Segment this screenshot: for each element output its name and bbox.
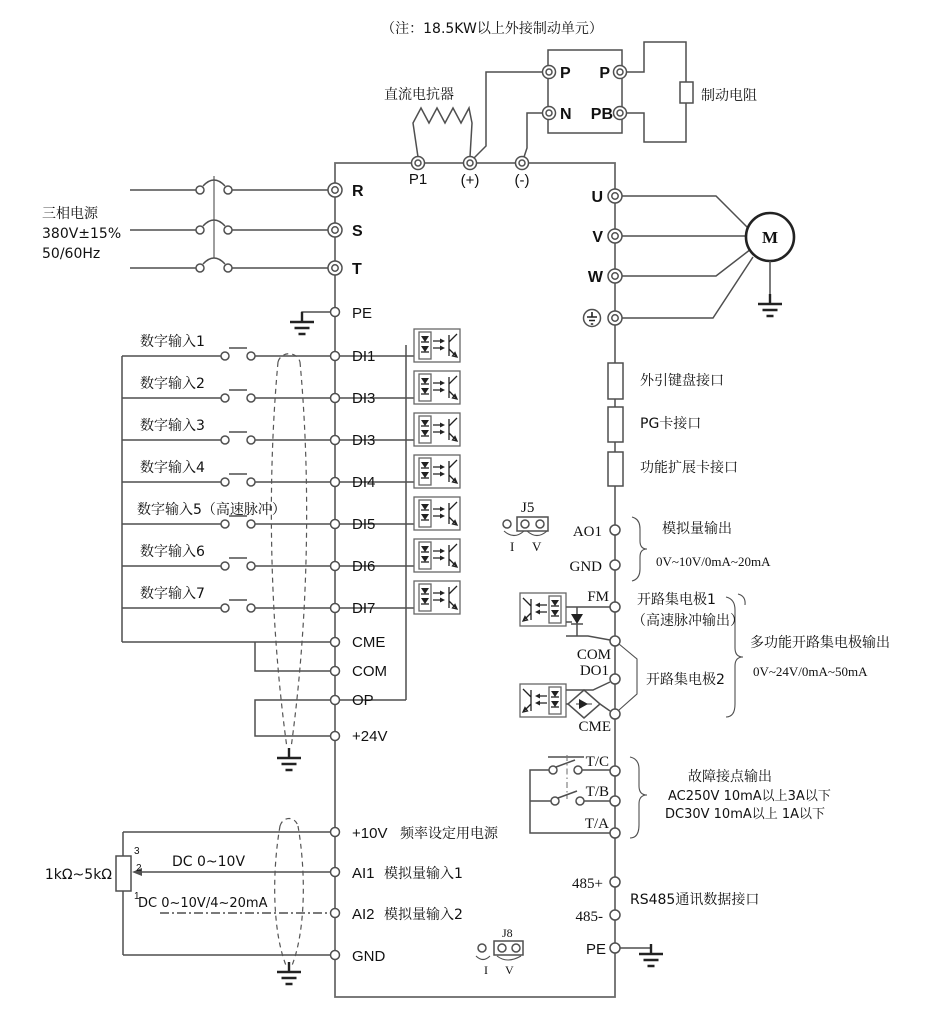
terminal-label-do1: DO1 xyxy=(579,663,609,679)
terminal-label-tb: T/B xyxy=(585,784,609,800)
terminal-label-ta: T/A xyxy=(584,816,609,832)
terminal-di-row6: DI6 xyxy=(352,558,376,575)
expansion-card-label: 功能扩展卡接口 xyxy=(640,460,738,476)
label-ai2-desc: 模拟量输入2 xyxy=(384,907,463,923)
brake-resistor-symbol xyxy=(680,82,693,103)
j5-i-label: I xyxy=(510,539,515,554)
terminal-di-row7: DI7 xyxy=(352,600,376,617)
digital-input-label-5: 数字输入5（高速脉冲） xyxy=(137,502,286,518)
terminal-label-t: T xyxy=(352,261,362,278)
terminal-label-gnd-right: GND xyxy=(569,559,602,575)
earth-terminal-symbol xyxy=(584,310,601,327)
oc2-label: 开路集电极2 xyxy=(646,672,725,688)
analog-output-brace xyxy=(632,517,647,581)
j8-jumper xyxy=(476,941,523,960)
expansion-card-connector xyxy=(608,452,623,486)
oc1-bracket xyxy=(738,594,745,605)
analog-output-title: 模拟量输出 xyxy=(662,521,732,537)
do1-output-circuit xyxy=(520,682,610,718)
terminal-label-v: V xyxy=(592,229,603,246)
multi-oc-title: 多功能开路集电极输出 xyxy=(750,635,890,651)
terminal-label-cme-right: CME xyxy=(578,719,611,735)
analog-shield-ellipse xyxy=(275,819,304,969)
digital-input-label-7: 数字输入7 xyxy=(140,586,205,602)
dc-reactor-symbol xyxy=(413,108,472,157)
digital-input-label-1: 数字输入1 xyxy=(140,334,205,350)
dc-reactor-label: 直流电抗器 xyxy=(384,87,454,103)
motor-ground-symbol xyxy=(758,294,782,316)
terminal-label-ao1: AO1 xyxy=(572,524,602,540)
fm-diode xyxy=(571,614,583,624)
rs485-title: RS485通讯数据接口 xyxy=(630,892,760,908)
brake-resistor-label: 制动电阻 xyxy=(701,88,757,104)
interface-connectors xyxy=(608,363,623,486)
terminal-di-row4: DI4 xyxy=(352,474,376,491)
terminal-label-24v: +24V xyxy=(352,728,388,745)
keypad-interface-connector xyxy=(608,363,623,399)
terminal-label-u: U xyxy=(591,189,603,206)
supply-frequency: 50/60Hz xyxy=(42,246,101,262)
terminal-label-fm: FM xyxy=(587,589,609,605)
terminal-label-pb: PB xyxy=(590,106,613,123)
terminal-label-ai2: AI2 xyxy=(352,906,375,923)
supply-wires xyxy=(130,176,330,334)
terminal-di-row1: DI1 xyxy=(352,348,376,365)
terminal-label-485n: 485- xyxy=(575,909,603,925)
terminal-label-s: S xyxy=(352,223,363,240)
analog-output-range: 0V~10V/0mA~20mA xyxy=(656,554,771,569)
label-10v-desc: 频率设定用电源 xyxy=(400,826,498,842)
fault-relay-title: 故障接点输出 xyxy=(688,769,772,785)
multi-oc-range: 0V~24V/0mA~50mA xyxy=(753,664,868,679)
j8-i-label: I xyxy=(484,963,488,977)
terminal-label-485p: 485+ xyxy=(572,876,603,892)
terminal-label-ai1: AI1 xyxy=(352,865,375,882)
ai2-range-label: DC 0~10V/4~20mA xyxy=(138,896,268,911)
supply-voltage: 380V±15% xyxy=(42,226,122,242)
do1-diode xyxy=(579,699,588,709)
ai1-range-label: DC 0~10V xyxy=(172,854,246,870)
terminal-label-p1: P1 xyxy=(408,171,428,188)
terminal-label-p-right: P xyxy=(599,65,610,82)
terminal-label-plus: (+) xyxy=(460,172,480,189)
terminal-label-tc: T/C xyxy=(585,754,609,770)
digital-input-label-6: 数字输入6 xyxy=(140,544,205,560)
terminal-label-pe: PE xyxy=(352,305,373,322)
terminal-label-10v: +10V xyxy=(352,825,388,842)
motor-label: M xyxy=(761,228,779,247)
terminal-di-row3: DI3 xyxy=(352,432,376,449)
pg-card-label: PG卡接口 xyxy=(640,416,702,432)
terminal-label-p-left: P xyxy=(560,65,571,82)
terminal-label-gnd-left: GND xyxy=(352,948,386,965)
pot-value-label: 1kΩ~5kΩ xyxy=(44,867,112,883)
terminal-label-n: N xyxy=(560,106,572,123)
label-ai1-desc: 模拟量输入1 xyxy=(384,866,463,882)
digital-input-label-4: 数字输入4 xyxy=(140,460,205,476)
terminal-label-op: OP xyxy=(352,692,374,709)
analog-shield-ground xyxy=(277,962,301,984)
terminal-label-minus: (-) xyxy=(514,172,530,189)
pot-pin2: 2 xyxy=(136,863,142,874)
pot-pin3: 3 xyxy=(134,846,140,857)
fault-relay-spec-dc: DC30V 10mA以上 1A以下 xyxy=(665,807,826,822)
terminal-label-w: W xyxy=(587,269,603,286)
j8-v-label: V xyxy=(505,963,514,977)
braking-circuit-wires xyxy=(413,42,693,160)
digital-input-label-3: 数字输入3 xyxy=(140,418,205,434)
digital-input-label-2: 数字输入2 xyxy=(140,376,205,392)
terminal-label-com: COM xyxy=(352,663,387,680)
keypad-interface-label: 外引键盘接口 xyxy=(640,373,724,389)
terminal-label-r: R xyxy=(352,183,364,200)
oc2-bracket xyxy=(619,644,637,710)
oc1-label: 开路集电极1 xyxy=(637,592,716,608)
j5-v-label: V xyxy=(532,539,542,554)
supply-name: 三相电源 xyxy=(42,206,98,222)
potentiometer-symbol xyxy=(116,856,131,891)
braking-note: （注：18.5KW以上外接制动单元） xyxy=(381,21,603,37)
terminal-label-com-right: COM xyxy=(576,647,611,663)
terminal-di-row2: DI3 xyxy=(352,390,376,407)
terminal-di-row5: DI5 xyxy=(352,516,376,533)
pot-pin1: 1 xyxy=(134,891,140,902)
oc1-sub-label: （高速脉冲输出） xyxy=(632,613,744,629)
fault-relay-spec-ac: AC250V 10mA以上3A以下 xyxy=(668,789,831,804)
digital-shield-ellipse xyxy=(271,354,306,748)
j8-label: J8 xyxy=(502,926,513,940)
j5-label: J5 xyxy=(521,500,535,516)
terminal-label-cme: CME xyxy=(352,634,386,651)
j5-jumper xyxy=(503,517,548,536)
digital-shield-ground xyxy=(277,748,301,770)
fault-relay-brace xyxy=(630,757,647,838)
pe-ground-symbol xyxy=(290,312,314,334)
inverter-body-outline xyxy=(335,163,615,997)
terminal-label-pe-bottom: PE xyxy=(585,941,606,958)
pg-card-connector xyxy=(608,407,623,442)
